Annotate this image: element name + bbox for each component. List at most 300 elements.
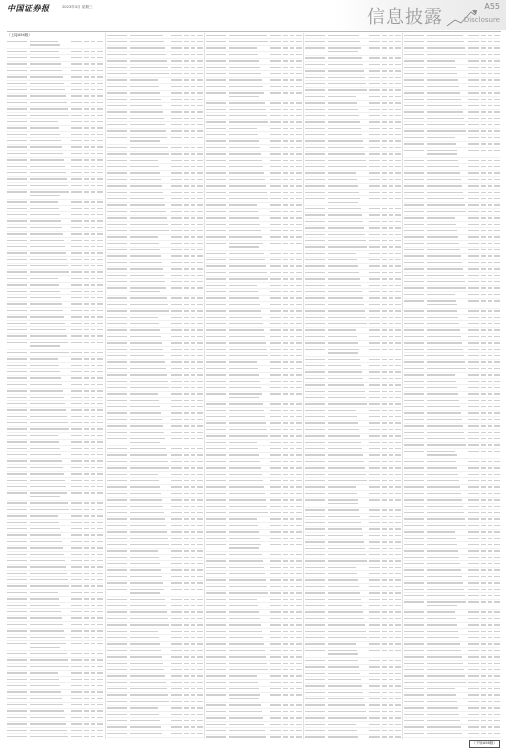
cell-text [328, 397, 366, 398]
cell-text [7, 57, 27, 58]
cell-text [97, 57, 103, 58]
cell-text [107, 255, 127, 256]
cell-text [7, 83, 27, 84]
cell-text [389, 64, 393, 65]
cell-text [305, 185, 325, 186]
cell-text [84, 240, 89, 241]
cell-text [468, 262, 479, 263]
cell-text [369, 96, 380, 97]
cell-text [206, 480, 226, 481]
cell-text [229, 592, 268, 593]
cell-text [427, 624, 457, 625]
cell-text [97, 342, 103, 343]
cell-text [389, 57, 393, 58]
cell-text [270, 474, 281, 475]
cell-text [369, 57, 380, 58]
cell-text [171, 105, 182, 106]
cell-text [206, 675, 226, 676]
cell-text [305, 166, 325, 167]
cell-text [191, 147, 195, 148]
cell-text [71, 95, 82, 96]
cell-text [488, 268, 492, 269]
cell-text [84, 685, 89, 686]
cell-text [130, 714, 159, 715]
cell-text [494, 474, 500, 475]
cell-text [395, 391, 401, 392]
cell-text [184, 179, 189, 180]
cell-text [197, 329, 203, 330]
cell-text [305, 359, 325, 360]
cell-text [481, 349, 486, 350]
cell-text [97, 252, 103, 253]
cell-text [290, 730, 294, 731]
cell-text [481, 506, 486, 507]
cell-text [382, 371, 387, 372]
cell-text [97, 323, 103, 324]
cell-text [197, 230, 203, 231]
cell-text [84, 492, 89, 493]
cell-text [283, 86, 288, 87]
cell-text [328, 140, 363, 141]
cell-text [84, 191, 89, 192]
cell-text [328, 166, 367, 167]
cell-text [84, 730, 89, 731]
cell-text [283, 736, 288, 737]
cell-text [494, 707, 500, 708]
cell-text [191, 230, 195, 231]
cell-text [468, 682, 479, 683]
cell-text [30, 592, 58, 593]
cell-text [84, 390, 89, 391]
cell-text [30, 227, 62, 228]
cell-text [404, 656, 424, 657]
cell-text [197, 137, 203, 138]
cell-text [197, 323, 203, 324]
cell-text [296, 278, 302, 279]
cell-text [382, 548, 387, 549]
cell-text [305, 35, 325, 36]
cell-text [171, 589, 182, 590]
cell-text [328, 246, 367, 247]
cell-text [71, 284, 82, 285]
cell-text [481, 650, 486, 651]
cell-text [84, 365, 89, 366]
cell-text [171, 406, 182, 407]
cell-text [468, 249, 479, 250]
cell-text [206, 192, 226, 193]
cell-text [191, 618, 195, 619]
cell-text [229, 656, 266, 657]
cell-text [481, 694, 486, 695]
cell-text [130, 217, 167, 218]
cell-text [229, 54, 258, 55]
cell-text [229, 121, 268, 122]
cell-text [305, 637, 325, 638]
cell-text [84, 659, 89, 660]
cell-text [71, 691, 82, 692]
cell-text [171, 160, 182, 161]
cell-text [184, 304, 189, 305]
cell-text [270, 410, 281, 411]
cell-text [184, 118, 189, 119]
cell-text [191, 563, 195, 564]
cell-text [130, 47, 165, 48]
cell-text [270, 336, 281, 337]
cell-text [481, 512, 486, 513]
cell-text [369, 410, 380, 411]
cell-text [229, 560, 263, 561]
cell-text [488, 406, 492, 407]
cell-text [395, 185, 401, 186]
cell-text [468, 342, 479, 343]
cell-text [404, 166, 424, 167]
cell-text [389, 185, 393, 186]
cell-text [427, 569, 461, 570]
cell-text [389, 227, 393, 228]
cell-text [71, 509, 82, 510]
cell-text [97, 637, 103, 638]
cell-text [395, 192, 401, 193]
cell-text [184, 185, 189, 186]
cell-text [290, 349, 294, 350]
cell-text [107, 512, 127, 513]
cell-text [97, 303, 103, 304]
cell-text [7, 70, 27, 71]
cell-text [395, 166, 401, 167]
cell-text [191, 669, 195, 670]
cell-text [427, 192, 463, 193]
cell-text [389, 317, 393, 318]
cell-text [91, 736, 95, 737]
cell-text [71, 659, 82, 660]
cell-text [427, 262, 462, 263]
cell-text [427, 419, 462, 420]
cell-text [382, 486, 387, 487]
cell-text [488, 179, 492, 180]
cell-text [229, 198, 268, 199]
cell-text [197, 425, 203, 426]
cell-text [197, 493, 203, 494]
cell-text [404, 493, 424, 494]
cell-text [494, 688, 500, 689]
cell-text [382, 336, 387, 337]
cell-text [382, 442, 387, 443]
cell-text [468, 525, 479, 526]
cell-text [7, 679, 27, 680]
cell-text [395, 70, 401, 71]
cell-text [229, 637, 263, 638]
cell-text [97, 685, 103, 686]
cell-text [84, 121, 89, 122]
cell-text [71, 70, 82, 71]
cell-text [427, 454, 457, 455]
cell-text [184, 624, 189, 625]
cell-text [328, 650, 357, 651]
cell-text [468, 124, 479, 125]
cell-text [369, 499, 380, 500]
cell-text [369, 77, 380, 78]
cell-text [468, 137, 479, 138]
cell-text [97, 365, 103, 366]
cell-text [290, 374, 294, 375]
cell-text [389, 666, 393, 667]
cell-text [395, 234, 401, 235]
cell-text [427, 544, 457, 545]
cell-text [494, 349, 500, 350]
cell-text [305, 711, 325, 712]
cell-text [191, 448, 195, 449]
cell-text [30, 220, 61, 221]
cell-text [404, 432, 424, 433]
cell-text [481, 643, 486, 644]
cell-text [389, 77, 393, 78]
cell-text [91, 704, 95, 705]
cell-text [404, 143, 424, 144]
cell-text [481, 656, 486, 657]
cell-text [184, 694, 189, 695]
cell-text [468, 611, 479, 612]
cell-text [270, 605, 281, 606]
cell-text [206, 736, 226, 737]
cell-text [369, 47, 380, 48]
cell-text [91, 265, 95, 266]
cell-text [404, 361, 424, 362]
cell-text [84, 579, 89, 580]
cell-text [481, 41, 486, 42]
cell-text [206, 115, 226, 116]
cell-text [488, 499, 492, 500]
cell-text [468, 185, 479, 186]
cell-text [171, 67, 182, 68]
cell-text [382, 342, 387, 343]
cell-text [184, 557, 189, 558]
cell-text [191, 118, 195, 119]
cell-text [171, 310, 182, 311]
cell-text [206, 605, 226, 606]
cell-text [404, 525, 424, 526]
cell-text [229, 109, 266, 110]
cell-text [191, 355, 195, 356]
cell-text [404, 387, 424, 388]
cell-text [197, 694, 203, 695]
cell-text [427, 47, 465, 48]
cell-text [191, 599, 195, 600]
cell-text [84, 303, 89, 304]
cell-text [382, 560, 387, 561]
cell-text [296, 656, 302, 657]
cell-text [427, 714, 459, 715]
cell-text [389, 410, 393, 411]
cell-text [290, 442, 294, 443]
cell-text [382, 717, 387, 718]
cell-text [404, 111, 424, 112]
cell-text [468, 179, 479, 180]
cell-text [427, 99, 461, 100]
cell-text [427, 675, 465, 676]
cell-text [296, 79, 302, 80]
cell-text [197, 317, 203, 318]
cell-text [270, 35, 281, 36]
cell-text [130, 211, 166, 212]
cell-text [427, 310, 457, 311]
cell-text [30, 509, 69, 510]
cell-text [494, 538, 500, 539]
cell-text [404, 160, 424, 161]
cell-text [97, 666, 103, 667]
cell-text [191, 589, 195, 590]
cell-text [481, 54, 486, 55]
cell-text [191, 54, 195, 55]
cell-text [283, 329, 288, 330]
cell-text [296, 512, 302, 513]
cell-text [171, 569, 182, 570]
cell-text [30, 121, 58, 122]
cell-text [184, 217, 189, 218]
cell-text [395, 291, 401, 292]
cell-text [30, 201, 58, 202]
cell-text [395, 221, 401, 222]
cell-text [91, 486, 95, 487]
cell-text [7, 76, 27, 77]
cell-text [488, 531, 492, 532]
cell-text [305, 240, 325, 241]
cell-text [389, 698, 393, 699]
cell-text [395, 278, 401, 279]
cell-text [494, 236, 500, 237]
cell-text [107, 336, 127, 337]
cell-text [427, 531, 455, 532]
cell-text [395, 253, 401, 254]
cell-text [389, 467, 393, 468]
cell-text [328, 541, 364, 542]
cell-text [328, 323, 367, 324]
cell-text [382, 153, 387, 154]
cell-text [71, 265, 82, 266]
cell-text [91, 515, 95, 516]
cell-text [229, 192, 267, 193]
cell-text [7, 624, 27, 625]
cell-text [229, 650, 265, 651]
cell-text [404, 41, 424, 42]
cell-text [270, 493, 281, 494]
cell-text [197, 448, 203, 449]
cell-text [468, 531, 479, 532]
cell-text [171, 224, 182, 225]
cell-text [488, 317, 492, 318]
cell-text [84, 70, 89, 71]
cell-text [283, 192, 288, 193]
cell-text [197, 563, 203, 564]
cell-text [91, 492, 95, 493]
cell-text [481, 204, 486, 205]
cell-text [427, 631, 458, 632]
cell-text [382, 179, 387, 180]
cell-text [91, 201, 95, 202]
cell-text [191, 406, 195, 407]
cell-text [488, 217, 492, 218]
cell-text [328, 592, 360, 593]
cell-text [283, 304, 288, 305]
cell-text [404, 355, 424, 356]
cell-text [296, 153, 302, 154]
cell-text [7, 428, 27, 429]
cell-text [296, 688, 302, 689]
cell-text [7, 515, 27, 516]
cell-text [197, 118, 203, 119]
cell-text [382, 208, 387, 209]
cell-text [7, 89, 27, 90]
cell-text [229, 730, 265, 731]
cell-text [488, 563, 492, 564]
cell-text [369, 448, 380, 449]
cell-text [71, 441, 82, 442]
cell-text [296, 525, 302, 526]
cell-text [91, 566, 95, 567]
cell-text [427, 656, 462, 657]
cell-text [389, 493, 393, 494]
cell-text [296, 736, 302, 737]
cell-text [206, 310, 226, 311]
cell-text [395, 474, 401, 475]
cell-text [369, 179, 380, 180]
cell-text [229, 486, 264, 487]
cell-text [468, 355, 479, 356]
cell-text [191, 204, 195, 205]
cell-text [389, 47, 393, 48]
cell-text [494, 160, 500, 161]
cell-text [488, 79, 492, 80]
cell-text [91, 166, 95, 167]
cell-text [283, 153, 288, 154]
cell-text [197, 650, 203, 651]
cell-text [107, 60, 127, 61]
cell-text [229, 185, 266, 186]
cell-text [427, 538, 456, 539]
cell-text [494, 198, 500, 199]
cell-text [290, 486, 294, 487]
cell-text [427, 576, 462, 577]
cell-text [395, 336, 401, 337]
cell-text [404, 701, 424, 702]
cell-text [481, 137, 486, 138]
cell-text [283, 579, 288, 580]
cell-text [468, 595, 479, 596]
cell-text [305, 528, 325, 529]
cell-text [184, 733, 189, 734]
cell-text [427, 150, 457, 151]
cell-text [107, 733, 127, 734]
cell-text [84, 140, 89, 141]
cell-text [30, 41, 58, 42]
cell-text [206, 355, 226, 356]
cell-text [84, 214, 89, 215]
cell-text [7, 214, 27, 215]
cell-text [395, 403, 401, 404]
cell-text [84, 166, 89, 167]
cell-text [71, 51, 82, 52]
cell-text [305, 47, 325, 48]
cell-text [382, 359, 387, 360]
cell-text [97, 643, 103, 644]
cell-text [184, 438, 189, 439]
cell-text [305, 467, 325, 468]
cell-text [197, 544, 203, 545]
cell-text [328, 666, 359, 667]
cell-text [427, 60, 455, 61]
table-row [107, 286, 203, 296]
cell-text [389, 660, 393, 661]
cell-text [171, 643, 182, 644]
